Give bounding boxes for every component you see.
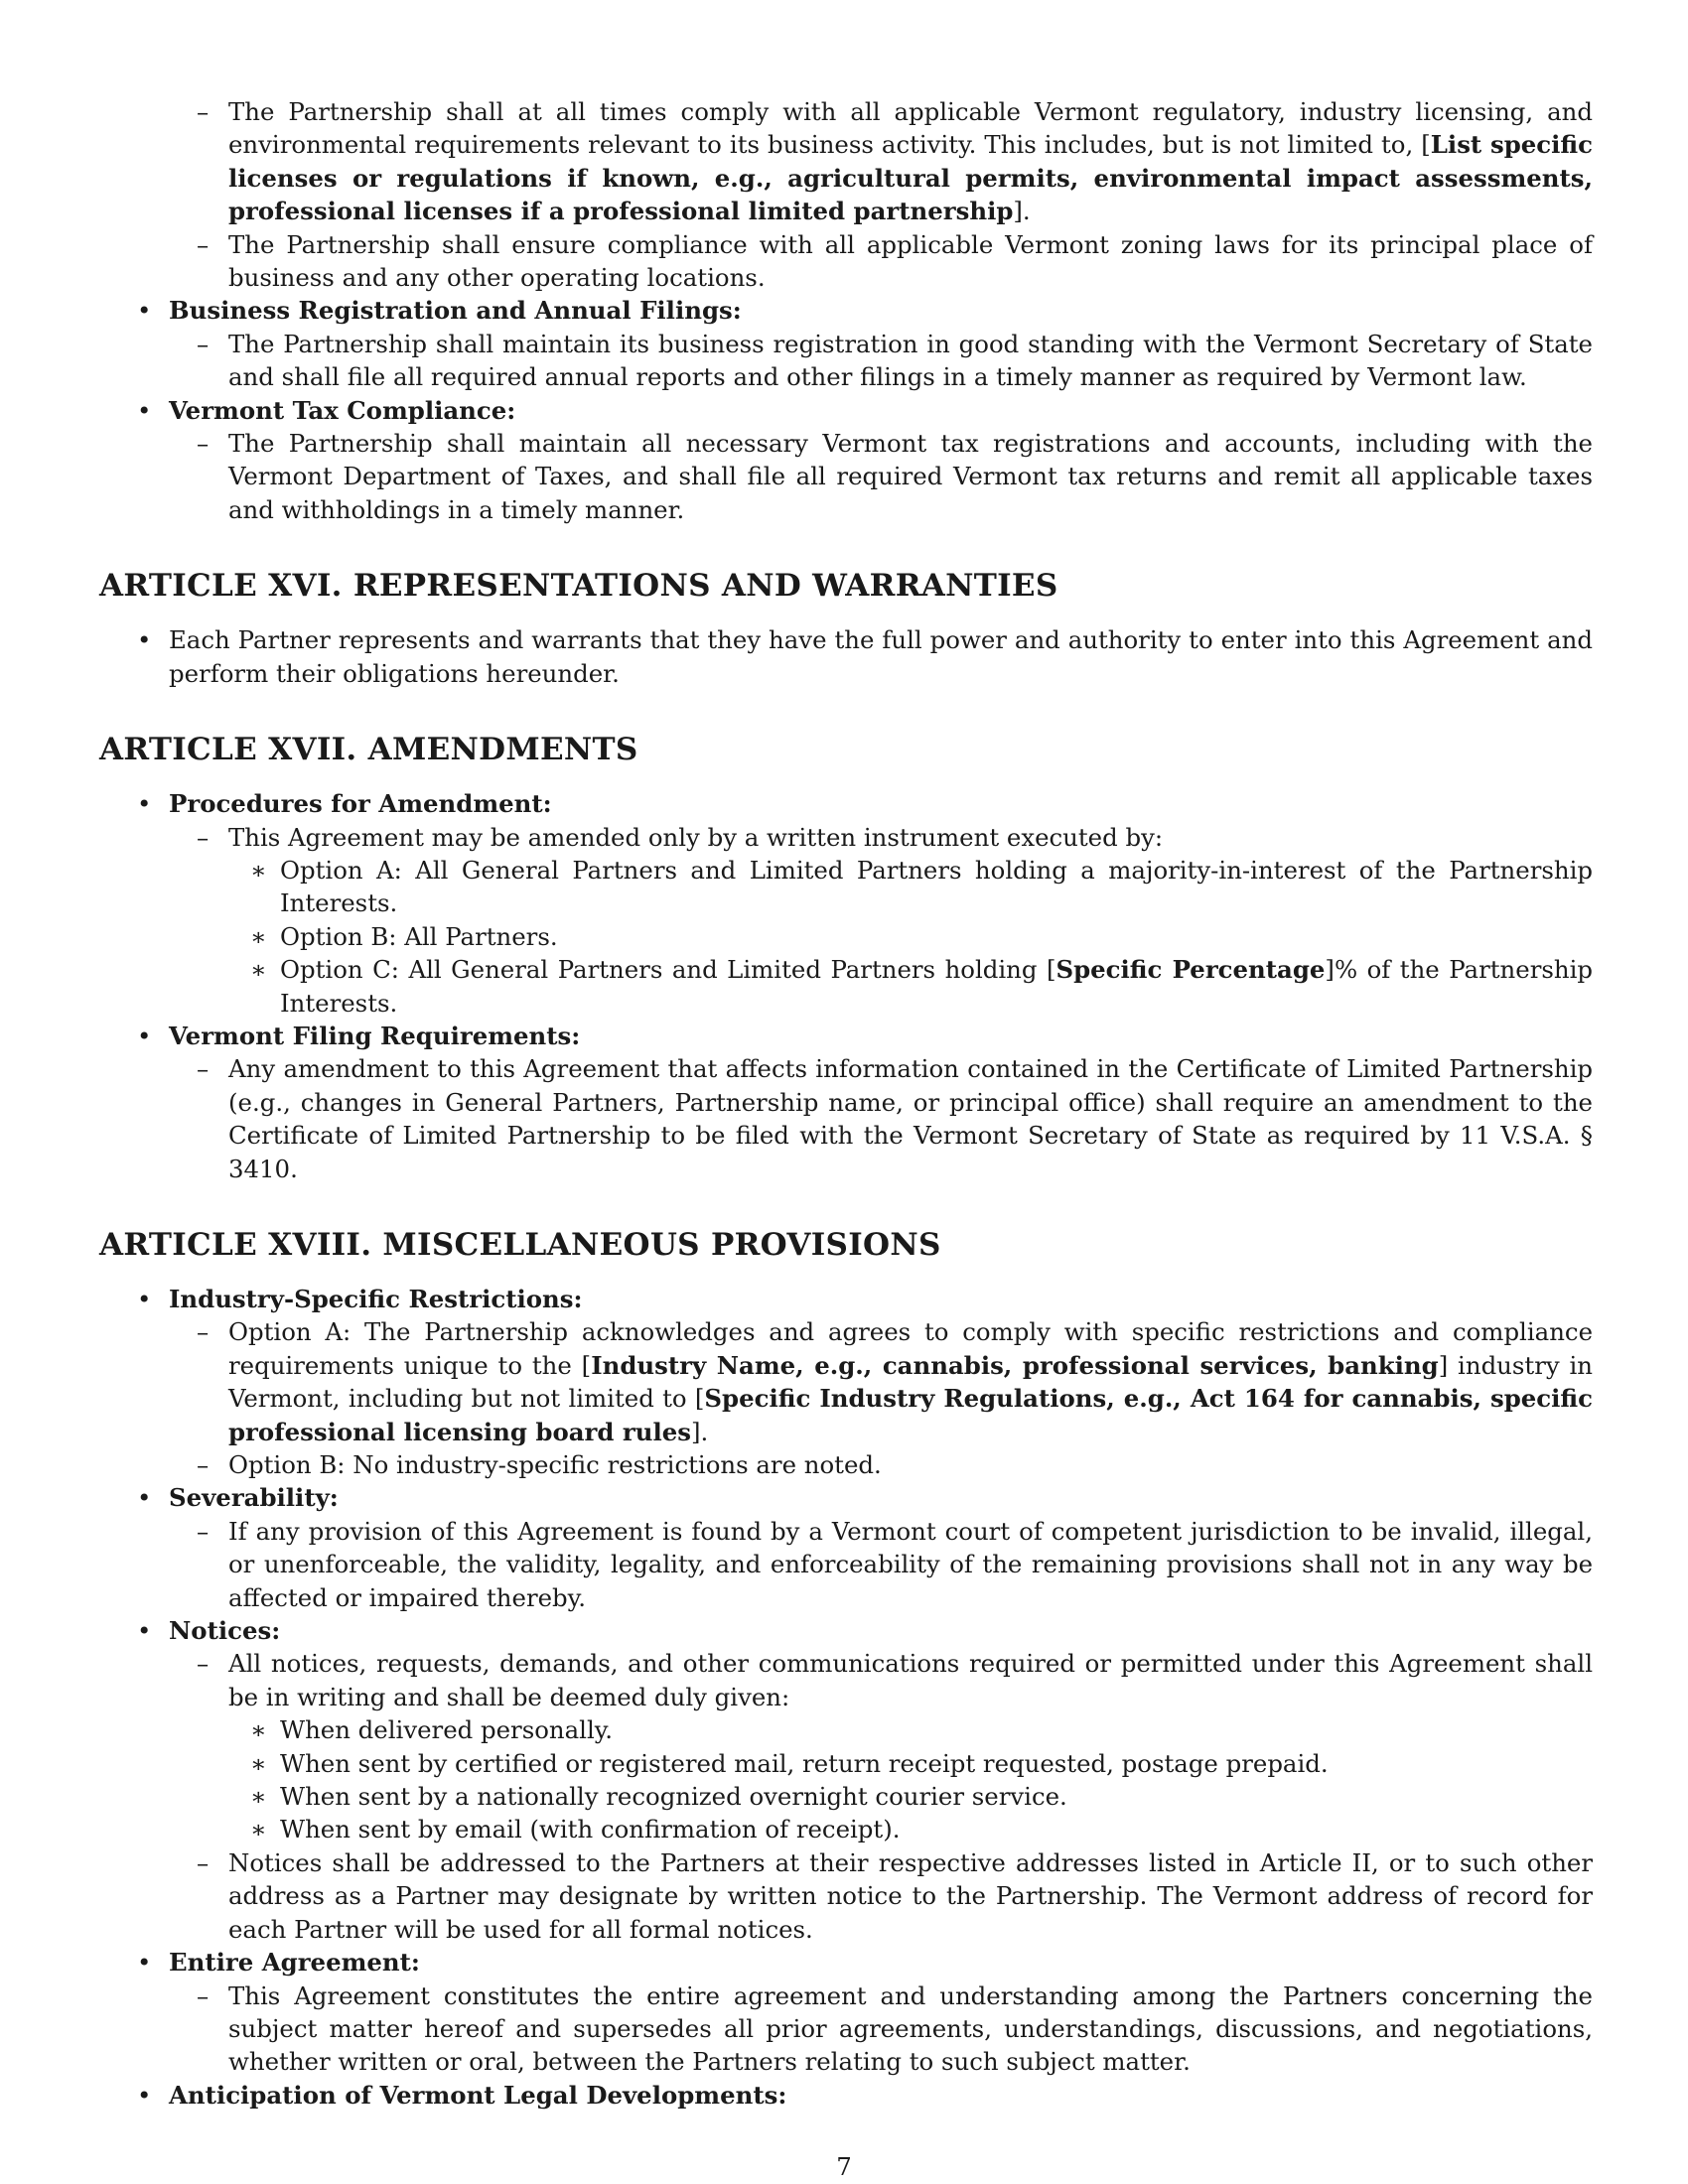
severability-text: – If any provision of this Agreement is found by a Vermont court of competent jurisdiction to be invalid, illegal, or unenforceable, the validity, legality, and enforceability of the remaining provisions shall not in any way be affected or impaired thereby. [169, 1515, 1593, 1614]
regulatory-compliance-item: – The Partnership shall at all times comply with all applicable Vermont regulatory, industry licensing, and environmental requirements relevant to its business activity. This includes, but is not limited to, [List specific licenses or regulations if known, e.g., agricultural permits, environmental impact assessments, professional licenses if a professional limited partnership]. [99, 95, 1593, 228]
amendment-option-b: ∗ Option B: All Partners. [228, 920, 1593, 953]
notices-item: • Notices: – All notices, requests, demands, and other communications required or permitted under this Agreement shall be in writing and shall be deemed duly given: ∗ When delivered personally. ∗ When sent by certified or registered mail, return receipt requested, postage prepaid. ∗ When sent by a nationally recognized overnight courier service. ∗ When sent by email (with confirmation of receipt). – Notices shall be addressed to the Partners at their respective addresses listed in Article II, or to such other address as a Partner may designate by written notice to the Partnership. The Vermont address of record for each Partner will be used for all formal notices. [99, 1614, 1593, 1946]
industry-restrictions-item: • Industry-Specific Restrictions: – Option A: The Partnership acknowledges and agrees to comply with specific restrictions and compliance requirements unique to the [Industry Name, e.g., cannabis, professional services, banking] industry in Vermont, including but not limited to [Specific Industry Regulations, e.g., Act 164 for cannabis, specific professional licensing board rules]. – Option B: No industry-specific restrictions are noted. [99, 1283, 1593, 1481]
vermont-filing-item: • Vermont Filing Requirements: – Any amendment to this Agreement that affects information contained in the Certificate of Limited Partnership (e.g., changes in General Partners, Partnership name, or principal office) shall require an amendment to the Certificate of Limited Partnership to be filed with the Vermont Secretary of State as required by 11 V.S.A. § 3410. [99, 1020, 1593, 1185]
business-registration-item: • Business Registration and Annual Filings: – The Partnership shall maintain its business registration in good standing with the Vermont Secretary of State and shall file all required annual reports and other filings in a timely manner as required by Vermont law. [99, 294, 1593, 393]
document-body [99, 95, 1593, 2112]
industry-option-b: – Option B: No industry-specific restrictions are noted. [169, 1448, 1593, 1481]
notices-address-text: – Notices shall be addressed to the Partners at their respective addresses listed in Article II, or to such other address as a Partner may designate by written notice to the Partnership. The Vermont address of record for each Partner will be used for all formal notices. [169, 1846, 1593, 1946]
notices-text: – All notices, requests, demands, and other communications required or permitted under this Agreement shall be in writing and shall be deemed duly given: ∗ When delivered personally. ∗ When sent by certified or registered mail, return receipt requested, postage prepaid. ∗ When sent by a nationally recognized overnight courier service. ∗ When sent by email (with confirmation of receipt). [169, 1647, 1593, 1845]
notice-method: ∗ When sent by email (with confirmation of receipt). [228, 1813, 1593, 1845]
representations-item: • Each Partner represents and warrants that they have the full power and authority to enter into this Agreement and perform their obligations hereunder. [99, 623, 1593, 690]
entire-agreement-item: • Entire Agreement: – This Agreement constitutes the entire agreement and understanding among the Partners concerning the subject matter hereof and supersedes all prior agreements, understandings, discussions, and negotiations, whether written or oral, between the Partners relating to such subject matter. [99, 1946, 1593, 2079]
tax-compliance-item: • Vermont Tax Compliance: – The Partnership shall maintain all necessary Vermont tax registrations and accounts, including with the Vermont Department of Taxes, and shall file all required Vermont tax returns and remit all applicable taxes and withholdings in a timely manner. [99, 394, 1593, 527]
tax-compliance-text: – The Partnership shall maintain all necessary Vermont tax registrations and accounts, including with the Vermont Department of Taxes, and shall file all required Vermont tax returns and remit all applicable taxes and withholdings in a timely manner. [169, 427, 1593, 526]
amendment-option-a: ∗ Option A: All General Partners and Limited Partners holding a majority-in-interest of the Partnership Interests. [228, 854, 1593, 920]
article-18-title: ARTICLE XVIII. MISCELLANEOUS PROVISIONS [99, 1226, 941, 1263]
amendment-procedures-item: • Procedures for Amendment: – This Agreement may be amended only by a written instrument executed by: ∗ Option A: All General Partners and Limited Partners holding a majority-in-interest of the Partnership Interests. ∗ Option B: All Partners. ∗ Option C: All General Partners and Limited Partners holding [Specific Percentage]% of the Partnership Interests. [99, 787, 1593, 1020]
zoning-compliance-item: – The Partnership shall ensure compliance with all applicable Vermont zoning laws for its principal place of business and any other operating locations. [99, 228, 1593, 295]
compliance-sublist [99, 95, 1593, 294]
page-number: 7 [836, 2152, 852, 2181]
article-16-title: ARTICLE XVI. REPRESENTATIONS AND WARRANTIES [99, 568, 1058, 605]
industry-option-a: – Option A: The Partnership acknowledges and agrees to comply with specific restrictions and compliance requirements unique to the [Industry Name, e.g., cannabis, professional services, banking] industry in Vermont, including but not limited to [Specific Industry Regulations, e.g., Act 164 for cannabis, specific professional licensing board rules]. [169, 1315, 1593, 1448]
legal-developments-item: • Anticipation of Vermont Legal Developments: [99, 2079, 1593, 2112]
severability-item: • Severability: – If any provision of this Agreement is found by a Vermont court of competent jurisdiction to be invalid, illegal, or unenforceable, the validity, legality, and enforceability of the remaining provisions shall not in any way be affected or impaired thereby. [99, 1481, 1593, 1614]
article-17-list [99, 787, 1593, 1185]
notice-method: ∗ When sent by a nationally recognized overnight courier service. [228, 1780, 1593, 1813]
vermont-filing-text: – Any amendment to this Agreement that affects information contained in the Certificate of Limited Partnership (e.g., changes in General Partners, Partnership name, or principal office) shall require an amendment to the Certificate of Limited Partnership to be filed with the Vermont Secretary of State as required by 11 V.S.A. § 3410. [169, 1052, 1593, 1185]
article-16-list [99, 623, 1593, 690]
compliance-list [99, 294, 1593, 526]
article-17-title: ARTICLE XVII. AMENDMENTS [99, 732, 638, 768]
amendment-procedures-text: – This Agreement may be amended only by a written instrument executed by: ∗ Option A: All General Partners and Limited Partners holding a majority-in-interest of the Partnership Interests. ∗ Option B: All Partners. ∗ Option C: All General Partners and Limited Partners holding [Specific Percentage]% of the Partnership Interests. [169, 821, 1593, 1020]
business-registration-text: – The Partnership shall maintain its business registration in good standing with the Vermont Secretary of State and shall file all required annual reports and other filings in a timely manner as required by Vermont law. [169, 328, 1593, 394]
article-18-list [99, 1283, 1593, 2112]
amendment-option-c: ∗ Option C: All General Partners and Limited Partners holding [Specific Percentage]% of the Partnership Interests. [228, 953, 1593, 1020]
notice-method: ∗ When delivered personally. [228, 1713, 1593, 1746]
entire-agreement-text: – This Agreement constitutes the entire agreement and understanding among the Partners concerning the subject matter hereof and supersedes all prior agreements, understandings, discussions, and negotiations, whether written or oral, between the Partners relating to such subject matter. [169, 1979, 1593, 2079]
notice-method: ∗ When sent by certified or registered mail, return receipt requested, postage prepaid. [228, 1747, 1593, 1780]
